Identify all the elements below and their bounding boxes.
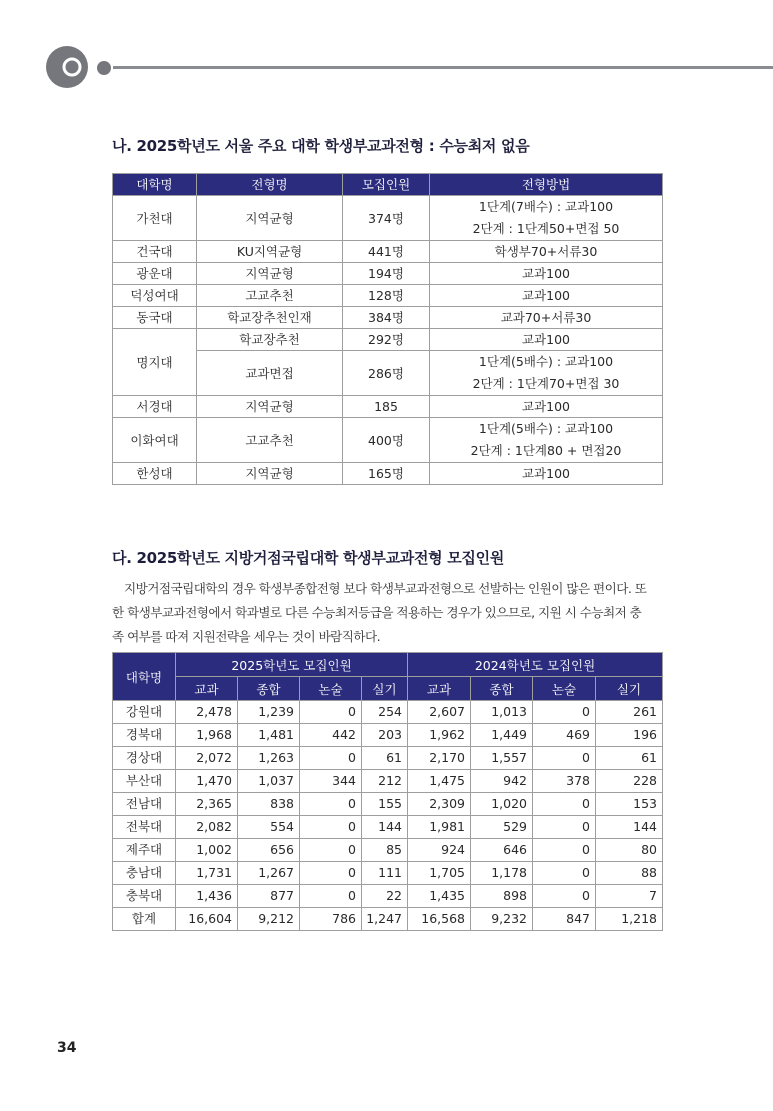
value-cell: 0 bbox=[300, 793, 362, 816]
method-cell: 교과100 bbox=[430, 263, 663, 285]
paragraph-line: 지방거점국립대학의 경우 학생부종합전형 보다 학생부교과전형으로 선발하는 인원이 많은 편이다. 또 bbox=[124, 581, 647, 596]
value-cell: 529 bbox=[471, 816, 533, 839]
value-cell: 144 bbox=[596, 816, 663, 839]
seoul-univ-table bbox=[112, 173, 663, 485]
value-cell: 261 bbox=[596, 701, 663, 724]
header-count: 모집인원 bbox=[343, 174, 430, 196]
table-row bbox=[113, 196, 663, 219]
value-cell: 1,475 bbox=[408, 770, 471, 793]
count-cell: 384명 bbox=[343, 307, 430, 329]
table-row bbox=[113, 816, 663, 839]
header-type: 전형명 bbox=[197, 174, 343, 196]
table-row bbox=[113, 285, 663, 307]
table-row bbox=[113, 908, 663, 931]
method-cell: 2단계 : 1단계80 + 면접20 bbox=[430, 440, 663, 463]
value-cell: 0 bbox=[533, 885, 596, 908]
value-cell: 1,705 bbox=[408, 862, 471, 885]
value-cell: 0 bbox=[533, 793, 596, 816]
value-cell: 0 bbox=[533, 747, 596, 770]
type-cell: 고교추천 bbox=[197, 418, 343, 463]
section-a-title: 나. 2025학년도 서울 주요 대학 학생부교과전형 : 수능최저 없음 bbox=[112, 137, 530, 155]
value-cell: 196 bbox=[596, 724, 663, 747]
univ-cell: 합계 bbox=[113, 908, 176, 931]
value-cell: 1,013 bbox=[471, 701, 533, 724]
header-large-circle bbox=[46, 46, 88, 88]
univ-cell: 충남대 bbox=[113, 862, 176, 885]
subheader-cell: 실기 bbox=[596, 677, 663, 701]
subheader-cell: 교과 bbox=[408, 677, 471, 701]
table-row bbox=[113, 329, 663, 351]
value-cell: 1,435 bbox=[408, 885, 471, 908]
value-cell: 2,365 bbox=[176, 793, 238, 816]
type-cell: 지역균형 bbox=[197, 463, 343, 485]
value-cell: 1,731 bbox=[176, 862, 238, 885]
table-row bbox=[113, 770, 663, 793]
table-row bbox=[113, 793, 663, 816]
table-row bbox=[113, 839, 663, 862]
header-rule bbox=[113, 66, 773, 69]
value-cell: 0 bbox=[300, 747, 362, 770]
univ-cell: 부산대 bbox=[113, 770, 176, 793]
table-row bbox=[113, 396, 663, 418]
count-cell: 286명 bbox=[343, 351, 430, 396]
univ-cell: 전북대 bbox=[113, 816, 176, 839]
value-cell: 1,481 bbox=[238, 724, 300, 747]
univ-cell: 가천대 bbox=[113, 196, 197, 241]
univ-cell: 건국대 bbox=[113, 241, 197, 263]
table-header-row bbox=[113, 174, 663, 196]
table-body bbox=[113, 701, 663, 931]
value-cell: 924 bbox=[408, 839, 471, 862]
table-row bbox=[113, 307, 663, 329]
table-row bbox=[113, 862, 663, 885]
value-cell: 1,247 bbox=[362, 908, 408, 931]
type-cell: 고교추천 bbox=[197, 285, 343, 307]
method-cell: 1단계(7배수) : 교과100 bbox=[430, 196, 663, 219]
section-b-paragraph bbox=[112, 577, 664, 649]
table-row bbox=[113, 418, 663, 441]
univ-cell: 동국대 bbox=[113, 307, 197, 329]
value-cell: 2,072 bbox=[176, 747, 238, 770]
value-cell: 2,082 bbox=[176, 816, 238, 839]
method-cell: 교과100 bbox=[430, 329, 663, 351]
table-row bbox=[113, 463, 663, 485]
header-univ: 대학명 bbox=[113, 653, 176, 701]
value-cell: 0 bbox=[300, 816, 362, 839]
method-cell: 교과100 bbox=[430, 285, 663, 307]
value-cell: 0 bbox=[300, 839, 362, 862]
count-cell: 128명 bbox=[343, 285, 430, 307]
value-cell: 7 bbox=[596, 885, 663, 908]
value-cell: 1,968 bbox=[176, 724, 238, 747]
count-cell: 165명 bbox=[343, 463, 430, 485]
header-small-dot bbox=[97, 61, 111, 75]
value-cell: 1,267 bbox=[238, 862, 300, 885]
value-cell: 554 bbox=[238, 816, 300, 839]
value-cell: 0 bbox=[300, 862, 362, 885]
value-cell: 22 bbox=[362, 885, 408, 908]
value-cell: 1,037 bbox=[238, 770, 300, 793]
value-cell: 0 bbox=[533, 839, 596, 862]
method-cell: 교과70+서류30 bbox=[430, 307, 663, 329]
header-2025-group: 2025학년도 모집인원 bbox=[176, 653, 408, 677]
count-cell: 185 bbox=[343, 396, 430, 418]
table-row bbox=[113, 747, 663, 770]
method-cell: 1단계(5배수) : 교과100 bbox=[430, 418, 663, 441]
type-cell: 학교장추천인재 bbox=[197, 307, 343, 329]
count-cell: 374명 bbox=[343, 196, 430, 241]
value-cell: 203 bbox=[362, 724, 408, 747]
value-cell: 2,607 bbox=[408, 701, 471, 724]
value-cell: 1,178 bbox=[471, 862, 533, 885]
table-header-row bbox=[113, 653, 663, 677]
value-cell: 378 bbox=[533, 770, 596, 793]
value-cell: 1,436 bbox=[176, 885, 238, 908]
value-cell: 838 bbox=[238, 793, 300, 816]
univ-cell: 경상대 bbox=[113, 747, 176, 770]
value-cell: 1,981 bbox=[408, 816, 471, 839]
value-cell: 0 bbox=[533, 816, 596, 839]
header-decoration bbox=[0, 0, 773, 100]
count-cell: 441명 bbox=[343, 241, 430, 263]
header-univ: 대학명 bbox=[113, 174, 197, 196]
univ-cell: 덕성여대 bbox=[113, 285, 197, 307]
method-cell: 교과100 bbox=[430, 463, 663, 485]
value-cell: 0 bbox=[300, 885, 362, 908]
table-subheader-row bbox=[113, 677, 663, 701]
type-cell: 지역균형 bbox=[197, 263, 343, 285]
univ-cell: 한성대 bbox=[113, 463, 197, 485]
univ-cell: 명지대 bbox=[113, 329, 197, 396]
paragraph-line: 족 여부를 따져 지원전략을 세우는 것이 바람직하다. bbox=[112, 629, 381, 644]
paragraph-line: 한 학생부교과전형에서 학과별로 다른 수능최저등급을 적용하는 경우가 있으므로, 지원 시 수능최저 충 bbox=[112, 605, 642, 620]
value-cell: 877 bbox=[238, 885, 300, 908]
value-cell: 111 bbox=[362, 862, 408, 885]
value-cell: 61 bbox=[596, 747, 663, 770]
count-cell: 194명 bbox=[343, 263, 430, 285]
method-cell: 교과100 bbox=[430, 396, 663, 418]
value-cell: 1,263 bbox=[238, 747, 300, 770]
type-cell: KU지역균형 bbox=[197, 241, 343, 263]
value-cell: 1,470 bbox=[176, 770, 238, 793]
count-cell: 400명 bbox=[343, 418, 430, 463]
value-cell: 1,002 bbox=[176, 839, 238, 862]
univ-cell: 경북대 bbox=[113, 724, 176, 747]
univ-cell: 전남대 bbox=[113, 793, 176, 816]
univ-cell: 제주대 bbox=[113, 839, 176, 862]
type-cell: 학교장추천 bbox=[197, 329, 343, 351]
univ-cell: 서경대 bbox=[113, 396, 197, 418]
value-cell: 469 bbox=[533, 724, 596, 747]
table-row bbox=[113, 701, 663, 724]
section-b-title: 다. 2025학년도 지방거점국립대학 학생부교과전형 모집인원 bbox=[112, 549, 505, 567]
value-cell: 1,557 bbox=[471, 747, 533, 770]
value-cell: 16,568 bbox=[408, 908, 471, 931]
subheader-cell: 논술 bbox=[533, 677, 596, 701]
value-cell: 61 bbox=[362, 747, 408, 770]
value-cell: 898 bbox=[471, 885, 533, 908]
subheader-cell: 종합 bbox=[471, 677, 533, 701]
value-cell: 228 bbox=[596, 770, 663, 793]
national-univ-table bbox=[112, 652, 663, 931]
subheader-cell: 교과 bbox=[176, 677, 238, 701]
value-cell: 9,212 bbox=[238, 908, 300, 931]
value-cell: 442 bbox=[300, 724, 362, 747]
value-cell: 2,170 bbox=[408, 747, 471, 770]
value-cell: 2,478 bbox=[176, 701, 238, 724]
value-cell: 153 bbox=[596, 793, 663, 816]
table-row bbox=[113, 263, 663, 285]
subheader-cell: 실기 bbox=[362, 677, 408, 701]
value-cell: 1,239 bbox=[238, 701, 300, 724]
method-cell: 1단계(5배수) : 교과100 bbox=[430, 351, 663, 374]
type-cell: 지역균형 bbox=[197, 396, 343, 418]
value-cell: 646 bbox=[471, 839, 533, 862]
value-cell: 1,218 bbox=[596, 908, 663, 931]
univ-cell: 강원대 bbox=[113, 701, 176, 724]
subheader-cell: 논술 bbox=[300, 677, 362, 701]
type-cell: 지역균형 bbox=[197, 196, 343, 241]
header-method: 전형방법 bbox=[430, 174, 663, 196]
value-cell: 942 bbox=[471, 770, 533, 793]
value-cell: 254 bbox=[362, 701, 408, 724]
method-cell: 2단계 : 1단계70+면접 30 bbox=[430, 373, 663, 396]
value-cell: 786 bbox=[300, 908, 362, 931]
univ-cell: 이화여대 bbox=[113, 418, 197, 463]
value-cell: 16,604 bbox=[176, 908, 238, 931]
value-cell: 212 bbox=[362, 770, 408, 793]
value-cell: 1,449 bbox=[471, 724, 533, 747]
value-cell: 0 bbox=[533, 862, 596, 885]
value-cell: 80 bbox=[596, 839, 663, 862]
header-2024-group: 2024학년도 모집인원 bbox=[408, 653, 663, 677]
method-cell: 2단계 : 1단계50+면접 50 bbox=[430, 218, 663, 241]
value-cell: 0 bbox=[300, 701, 362, 724]
table-row bbox=[113, 241, 663, 263]
page-number: 34 bbox=[57, 1040, 77, 1056]
value-cell: 1,962 bbox=[408, 724, 471, 747]
count-cell: 292명 bbox=[343, 329, 430, 351]
table-row bbox=[113, 885, 663, 908]
value-cell: 847 bbox=[533, 908, 596, 931]
value-cell: 0 bbox=[533, 701, 596, 724]
value-cell: 2,309 bbox=[408, 793, 471, 816]
method-cell: 학생부70+서류30 bbox=[430, 241, 663, 263]
value-cell: 9,232 bbox=[471, 908, 533, 931]
univ-cell: 충북대 bbox=[113, 885, 176, 908]
table-row bbox=[113, 724, 663, 747]
value-cell: 88 bbox=[596, 862, 663, 885]
value-cell: 144 bbox=[362, 816, 408, 839]
value-cell: 85 bbox=[362, 839, 408, 862]
value-cell: 656 bbox=[238, 839, 300, 862]
value-cell: 155 bbox=[362, 793, 408, 816]
univ-cell: 광운대 bbox=[113, 263, 197, 285]
type-cell: 교과면접 bbox=[197, 351, 343, 396]
value-cell: 1,020 bbox=[471, 793, 533, 816]
value-cell: 344 bbox=[300, 770, 362, 793]
subheader-cell: 종합 bbox=[238, 677, 300, 701]
